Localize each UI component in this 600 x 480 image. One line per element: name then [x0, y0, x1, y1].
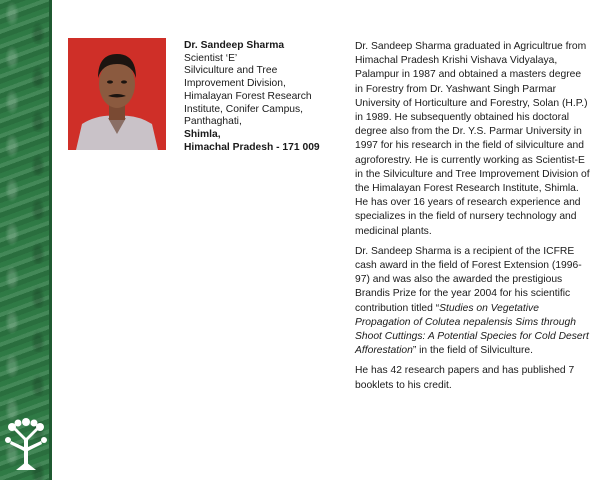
bio-paragraph-3: He has 42 research papers and has published 7 booklets to his credit. [355, 365, 575, 391]
person-name: Dr. Sandeep Sharma [184, 40, 285, 51]
biography-text [355, 40, 591, 399]
bio-award-title: Studies on Vegetative Propagation of Colutea nepalensis Sims through Shoot Cuttings: A Potential Species for Cold Desert Afforestation [355, 302, 589, 357]
address-line: Institute, Conifer Campus, [184, 103, 304, 115]
portrait-photo [68, 38, 166, 150]
address-line: Silviculture and Tree [184, 65, 278, 77]
contact-address-block [184, 40, 334, 154]
address-line: Scientist ‘E’ [184, 52, 238, 64]
main-content [52, 0, 600, 480]
address-line: Himalayan Forest Research [184, 90, 312, 102]
address-city: Shimla, [184, 128, 221, 140]
tree-logo-icon [4, 418, 48, 472]
bio-award-text: Dr. Sandeep Sharma is a recipient of the ICFRE cash award in the field of Forest Extension (1996-97) and was also the awarded the prestigious Brandis Prize for the year 2004 for his scientific contribution titled “ [355, 245, 582, 314]
bio-paragraph-2 [355, 245, 591, 359]
bio-paragraph-1: Dr. Sandeep Sharma graduated in Agricultrue from Himachal Pradesh Krishi Vishava Vidyalaya, Palampur in 1987 and obtained a masters degree in Forestry from Dr. Yashwant Singh Parmar University of Horticulture and Forestry, Solan (H.P.) in 1989. He subsequently obtained his doctoral degree also from the Dr. Y.S. Parmar University in 1997 for his research in the field of silviculture and agroforestry. He is currently working as Scientist-E in the Silviculture and Tree Improvement Division of the Himalayan Forest Research Institute, Shimla. He has over 16 years of research experience and specializes in the field of nursery technology and medicinal plants. [355, 41, 590, 237]
address-line: Panthaghati, [184, 116, 242, 128]
address-line: Improvement Division, [184, 78, 286, 90]
address-state: Himachal Pradesh - 171 009 [184, 141, 320, 153]
bio-award-text-end: ” in the field of Silviculture. [412, 345, 533, 357]
decorative-side-band [0, 0, 52, 480]
